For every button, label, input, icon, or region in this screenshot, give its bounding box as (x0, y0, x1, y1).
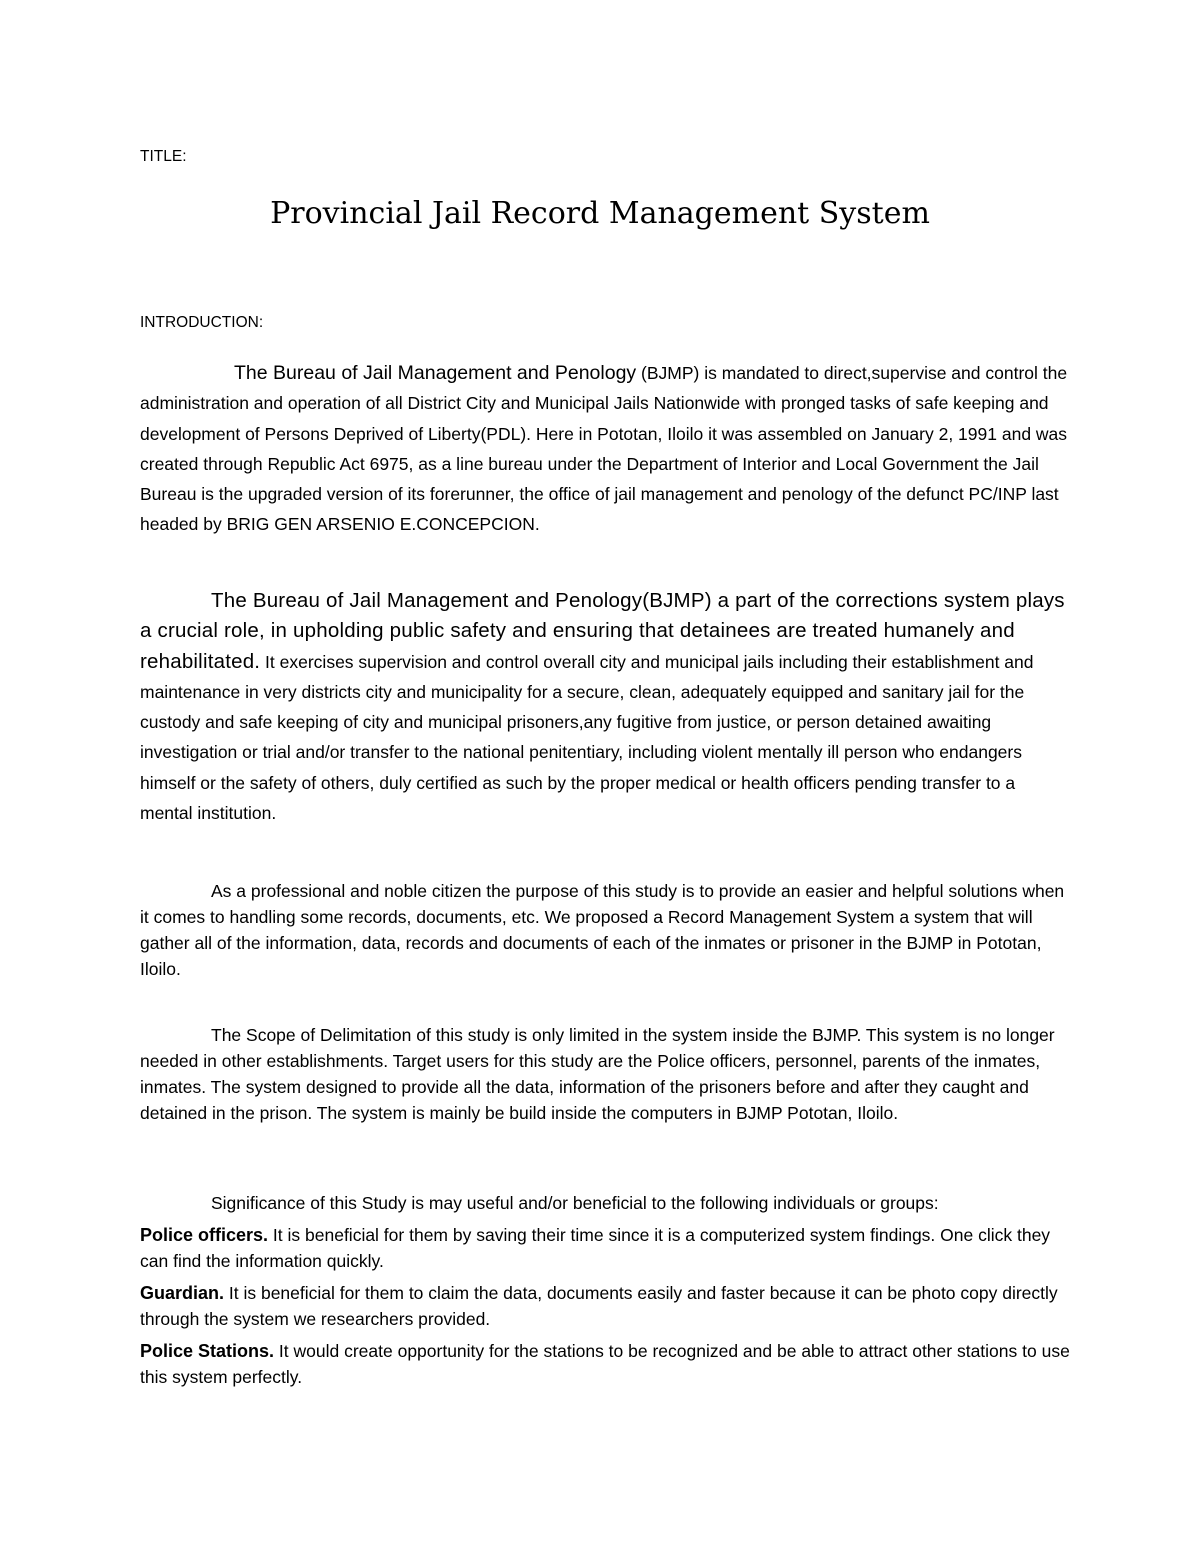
significance-term: Police officers. (140, 1225, 269, 1245)
significance-text: It is beneficial for them by saving their time since it is a computerized system findings. One click they can find the information quickly. (140, 1225, 1051, 1271)
paragraph-3-body: As a professional and noble citizen the purpose of this study is to provide an easier and helpful solutions when it comes to handling some records, documents, etc. We proposed a Record Management System a system that will gather all of the information, data, records and documents of each of the inmates or prisoner in the BJMP in Pototan, Iloilo. (140, 881, 1065, 979)
significance-section (140, 1190, 1070, 1390)
significance-item-police-officers (140, 1222, 1070, 1274)
significance-item-guardian (140, 1280, 1070, 1332)
paragraph-1-lead: The Bureau of Jail Management and Penology (234, 362, 637, 384)
paragraph-bjmp-mandate (140, 358, 1070, 540)
significance-term: Police Stations. (140, 1341, 275, 1361)
paragraph-1-body: (BJMP) is mandated to direct,supervise and control the administration and operation of all District City and Municipal Jails Nationwide with pronged tasks of safe keeping and development of Persons Deprived of Liberty(PDL). Here in Pototan, Iloilo it was assembled on January 2, 1991 and was created through Republic Act 6975, as a line bureau under the Department of Interior and Local Government the Jail Bureau is the upgraded version of its forerunner, the office of jail management and penology of the defunct PC/INP last headed by BRIG GEN ARSENIO E.CONCEPCION. (140, 363, 1068, 535)
significance-text: It is beneficial for them to claim the data, documents easily and faster because it can be photo copy directly through the system we researchers provided. (140, 1283, 1058, 1329)
paragraph-bjmp-role (140, 586, 1070, 828)
paragraph-2-body: It exercises supervision and control overall city and municipal jails including their establishment and maintenance in very districts city and municipality for a secure, clean, adequately equipped and sanitary jail for the custody and safe keeping of city and municipal prisoners,any fugitive from justice, or person detained awaiting investigation or trial and/or transfer to the national penitentiary, including violent mentally ill person who endangers himself or the safety of others, duly certified as such by the proper medical or health officers pending transfer to a mental institution. (140, 651, 1034, 824)
significance-text: It would create opportunity for the stations to be recognized and be able to attract other stations to use this system perfectly. (140, 1341, 1070, 1387)
significance-term: Guardian. (140, 1283, 225, 1303)
paragraph-2-lead: The Bureau of Jail Management and Penology(BJMP) a part of the corrections system plays a crucial role, in upholding public safety and ensuring that detainees are treated humanely and rehabilitated. (140, 589, 1065, 673)
paragraph-purpose (140, 878, 1070, 982)
significance-intro-text: Significance of this Study is may useful and/or beneficial to the following individuals or groups: (211, 1193, 939, 1213)
document-title: Provincial Jail Record Management System (270, 196, 930, 231)
significance-item-police-stations (140, 1338, 1070, 1390)
title-label: TITLE: (140, 148, 187, 165)
paragraph-scope (140, 1022, 1070, 1126)
significance-intro (140, 1190, 1070, 1216)
introduction-label: INTRODUCTION: (140, 314, 264, 331)
paragraph-4-body: The Scope of Delimitation of this study is only limited in the system inside the BJMP. This system is no longer needed in other establishments. Target users for this study are the Police officers, personnel, parents of the inmates, inmates. The system designed to provide all the data, information of the prisoners before and after they caught and detained in the prison. The system is mainly be build inside the computers in BJMP Pototan, Iloilo. (140, 1025, 1055, 1123)
